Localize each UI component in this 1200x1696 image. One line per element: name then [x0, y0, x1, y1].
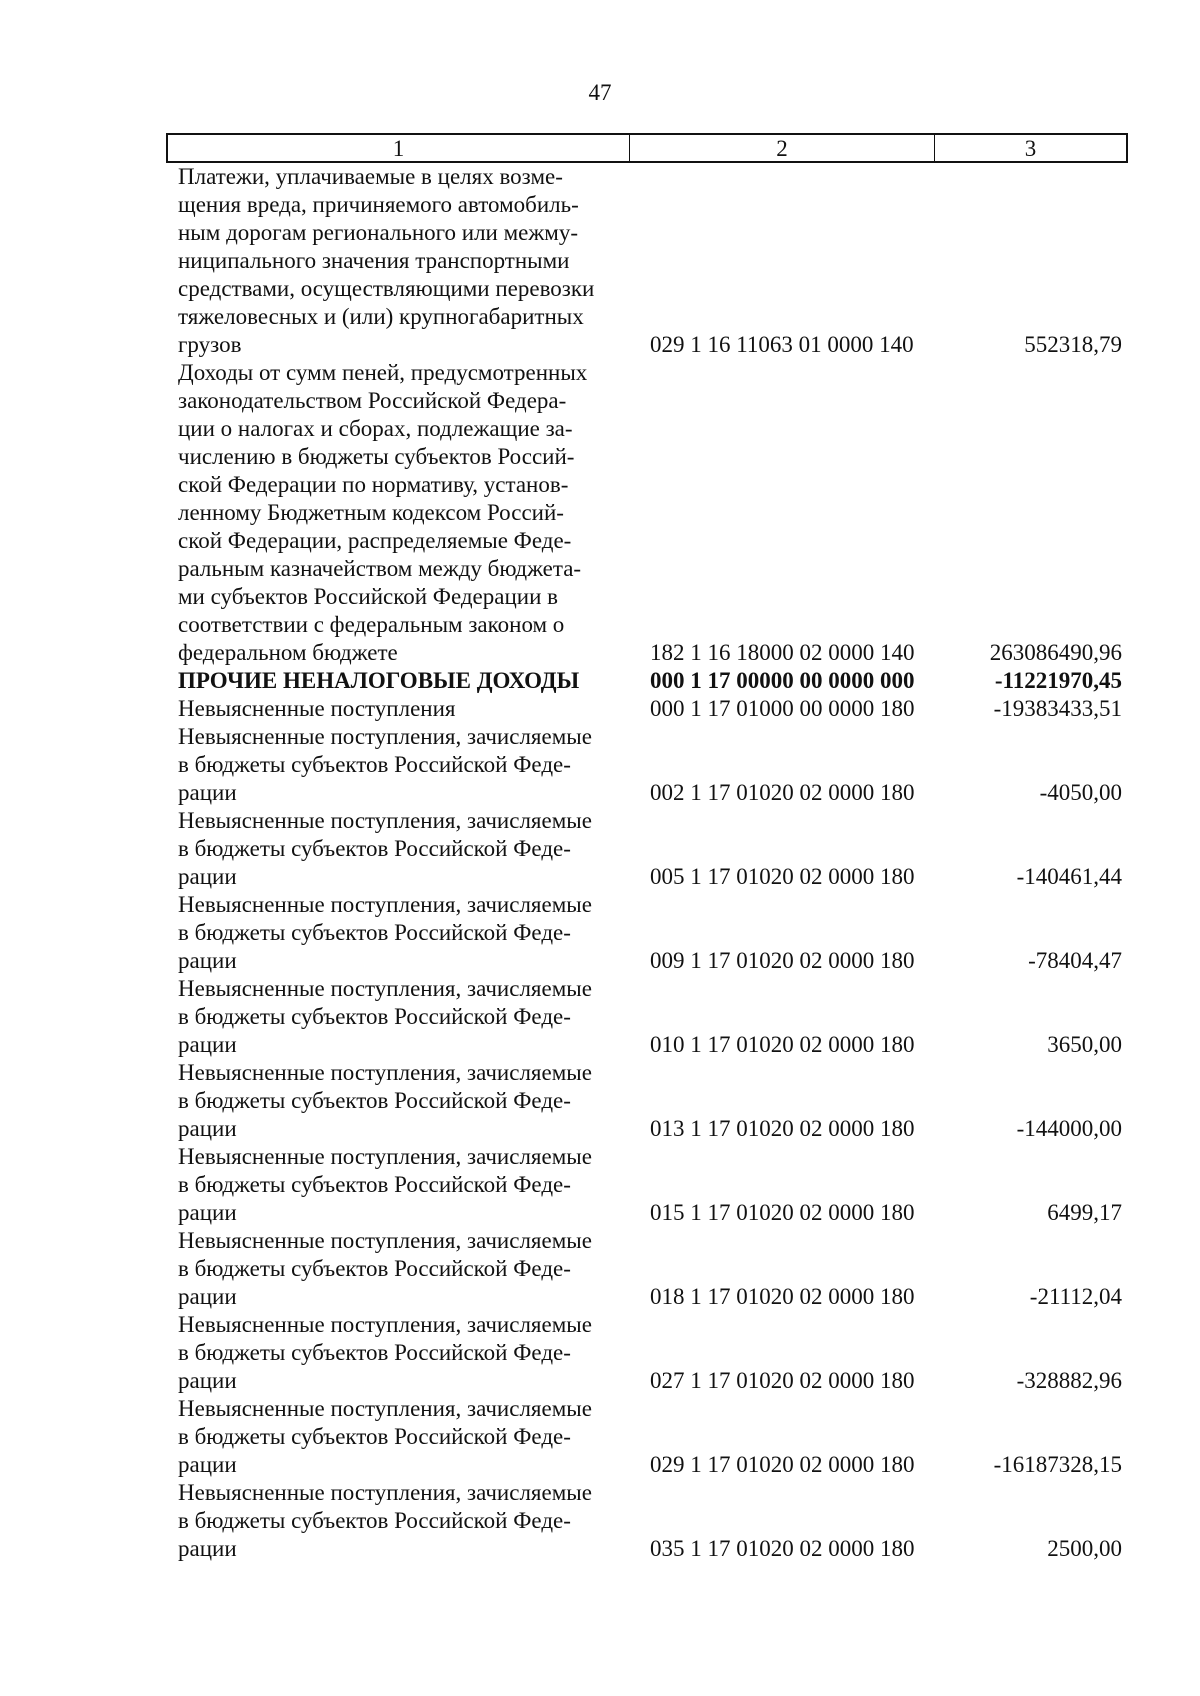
table-row: [178, 975, 1122, 1059]
row-name-line: ми субъектов Российской Федерации в: [178, 584, 559, 609]
table-row: [178, 1227, 1122, 1311]
page-number: 47: [588, 80, 612, 105]
row-name-line: рации: [178, 1368, 237, 1393]
table-header: [166, 133, 1128, 163]
row-name: [178, 163, 618, 359]
column-header-code: 2: [630, 135, 935, 161]
table-row: [178, 723, 1122, 807]
row-name-line: рации: [178, 780, 237, 805]
row-code: 182 1 16 18000 02 0000 140: [650, 640, 915, 665]
row-name: [178, 975, 618, 1059]
row-name-line: рации: [178, 1536, 237, 1561]
row-name: [178, 359, 618, 667]
row-name-line: рации: [178, 864, 237, 889]
column-header-amount: 3: [1024, 136, 1037, 161]
row-name-line: в бюджеты субъектов Российской Феде-: [178, 752, 571, 777]
row-name-line: ленному Бюджетным кодексом Россий-: [178, 500, 564, 525]
row-name-line: законодательством Российской Федера-: [178, 388, 567, 413]
row-code: 000 1 17 00000 00 0000 000: [650, 668, 915, 693]
row-code: 013 1 17 01020 02 0000 180: [650, 1116, 915, 1141]
row-name: [178, 1479, 618, 1563]
table-row: [178, 1311, 1122, 1395]
row-name-line: в бюджеты субъектов Российской Феде-: [178, 836, 571, 861]
row-amount: -144000,00: [1016, 1116, 1122, 1141]
row-name: [178, 1143, 618, 1227]
row-code: 009 1 17 01020 02 0000 180: [650, 948, 915, 973]
row-name-line: Невыясненные поступления, зачисляемые: [178, 808, 592, 833]
row-name-line: ниципального значения транспортными: [178, 248, 570, 273]
row-code: 018 1 17 01020 02 0000 180: [650, 1284, 915, 1309]
row-code: 010 1 17 01020 02 0000 180: [650, 1032, 915, 1057]
row-name-line: Невыясненные поступления: [178, 696, 456, 721]
table-row: [178, 807, 1122, 891]
row-name: [178, 667, 618, 695]
row-name-line: Невыясненные поступления, зачисляемые: [178, 892, 592, 917]
row-code: 027 1 17 01020 02 0000 180: [650, 1368, 915, 1393]
row-name-line: рации: [178, 1200, 237, 1225]
row-name-line: ции о налогах и сборах, подлежащие за-: [178, 416, 573, 441]
table-row: [178, 163, 1122, 359]
row-name-line: ным дорогам регионального или межму-: [178, 220, 578, 245]
row-name-line: щения вреда, причиняемого автомобиль-: [178, 192, 579, 217]
row-name: [178, 1059, 618, 1143]
row-code: 002 1 17 01020 02 0000 180: [650, 780, 915, 805]
row-name-line: в бюджеты субъектов Российской Феде-: [178, 1004, 571, 1029]
row-name-line: рации: [178, 948, 237, 973]
row-amount: -328882,96: [1016, 1368, 1122, 1393]
table-row: [178, 1059, 1122, 1143]
row-amount: 6499,17: [1047, 1200, 1122, 1225]
row-name-line: федеральном бюджете: [178, 640, 398, 665]
row-amount: -19383433,51: [993, 696, 1122, 721]
row-amount: -21112,04: [1029, 1284, 1122, 1309]
table-row: [178, 891, 1122, 975]
row-name-line: ской Федерации по нормативу, установ-: [178, 472, 569, 497]
row-amount: -140461,44: [1016, 864, 1122, 889]
row-name-line: Невыясненные поступления, зачисляемые: [178, 1312, 592, 1337]
row-name-line: средствами, осуществляющими перевозки: [178, 276, 595, 301]
row-name-line: числению в бюджеты субъектов Россий-: [178, 444, 575, 469]
row-amount: -16187328,15: [993, 1452, 1122, 1477]
section-total-row: [178, 667, 1122, 695]
row-name-line: Невыясненные поступления, зачисляемые: [178, 1060, 592, 1085]
row-name-line: в бюджеты субъектов Российской Феде-: [178, 1508, 571, 1533]
row-name: [178, 723, 618, 807]
row-name-line: рации: [178, 1284, 237, 1309]
row-amount: 263086490,96: [989, 640, 1122, 665]
row-name: [178, 807, 618, 891]
row-name-line: Невыясненные поступления, зачисляемые: [178, 1480, 592, 1505]
row-code: 005 1 17 01020 02 0000 180: [650, 864, 915, 889]
row-name: [178, 891, 618, 975]
row-amount: -78404,47: [1028, 948, 1122, 973]
row-name-line: Невыясненные поступления, зачисляемые: [178, 1144, 592, 1169]
row-code: 000 1 17 01000 00 0000 180: [650, 696, 915, 721]
row-name: [178, 1227, 618, 1311]
row-name-line: в бюджеты субъектов Российской Феде-: [178, 1424, 571, 1449]
row-name-line: ПРОЧИЕ НЕНАЛОГОВЫЕ ДОХОДЫ: [178, 668, 580, 693]
row-name-line: рации: [178, 1116, 237, 1141]
row-amount: 3650,00: [1047, 1032, 1122, 1057]
row-name-line: ской Федерации, распределяемые Феде-: [178, 528, 572, 553]
table-row: [178, 695, 1122, 723]
table-row: [178, 1143, 1122, 1227]
row-name-line: рации: [178, 1452, 237, 1477]
row-code: 029 1 16 11063 01 0000 140: [650, 332, 914, 357]
row-name-line: Невыясненные поступления, зачисляемые: [178, 976, 592, 1001]
row-code: 015 1 17 01020 02 0000 180: [650, 1200, 915, 1225]
row-name-line: в бюджеты субъектов Российской Феде-: [178, 1256, 571, 1281]
row-name: [178, 1311, 618, 1395]
row-name-line: соответствии с федеральным законом о: [178, 612, 565, 637]
row-code: 029 1 17 01020 02 0000 180: [650, 1452, 915, 1477]
row-amount: -11221970,45: [994, 668, 1122, 693]
table-row: [178, 359, 1122, 667]
row-name-line: Невыясненные поступления, зачисляемые: [178, 724, 592, 749]
row-name-line: в бюджеты субъектов Российской Феде-: [178, 1172, 571, 1197]
row-amount: -4050,00: [1039, 780, 1122, 805]
column-header-name: 1: [168, 135, 630, 161]
row-name-line: в бюджеты субъектов Российской Феде-: [178, 1088, 571, 1113]
row-name-line: ральным казначейством между бюджета-: [178, 556, 582, 581]
row-name-line: в бюджеты субъектов Российской Феде-: [178, 920, 571, 945]
row-name-line: в бюджеты субъектов Российской Феде-: [178, 1340, 571, 1365]
row-name-line: Платежи, уплачиваемые в целях возме-: [178, 164, 563, 189]
table-body: [178, 163, 1122, 1563]
table-row: [178, 1479, 1122, 1563]
row-name: [178, 1395, 618, 1479]
row-name-line: грузов: [178, 332, 242, 357]
row-name-line: Доходы от сумм пеней, предусмотренных: [178, 360, 588, 385]
row-name-line: тяжеловесных и (или) крупногабаритных: [178, 304, 584, 329]
row-name: [178, 695, 618, 723]
row-name-line: рации: [178, 1032, 237, 1057]
row-amount: 552318,79: [1024, 332, 1122, 357]
row-amount: 2500,00: [1047, 1536, 1122, 1561]
row-name-line: Невыясненные поступления, зачисляемые: [178, 1228, 592, 1253]
row-code: 035 1 17 01020 02 0000 180: [650, 1536, 915, 1561]
row-name-line: Невыясненные поступления, зачисляемые: [178, 1396, 592, 1421]
table-row: [178, 1395, 1122, 1479]
